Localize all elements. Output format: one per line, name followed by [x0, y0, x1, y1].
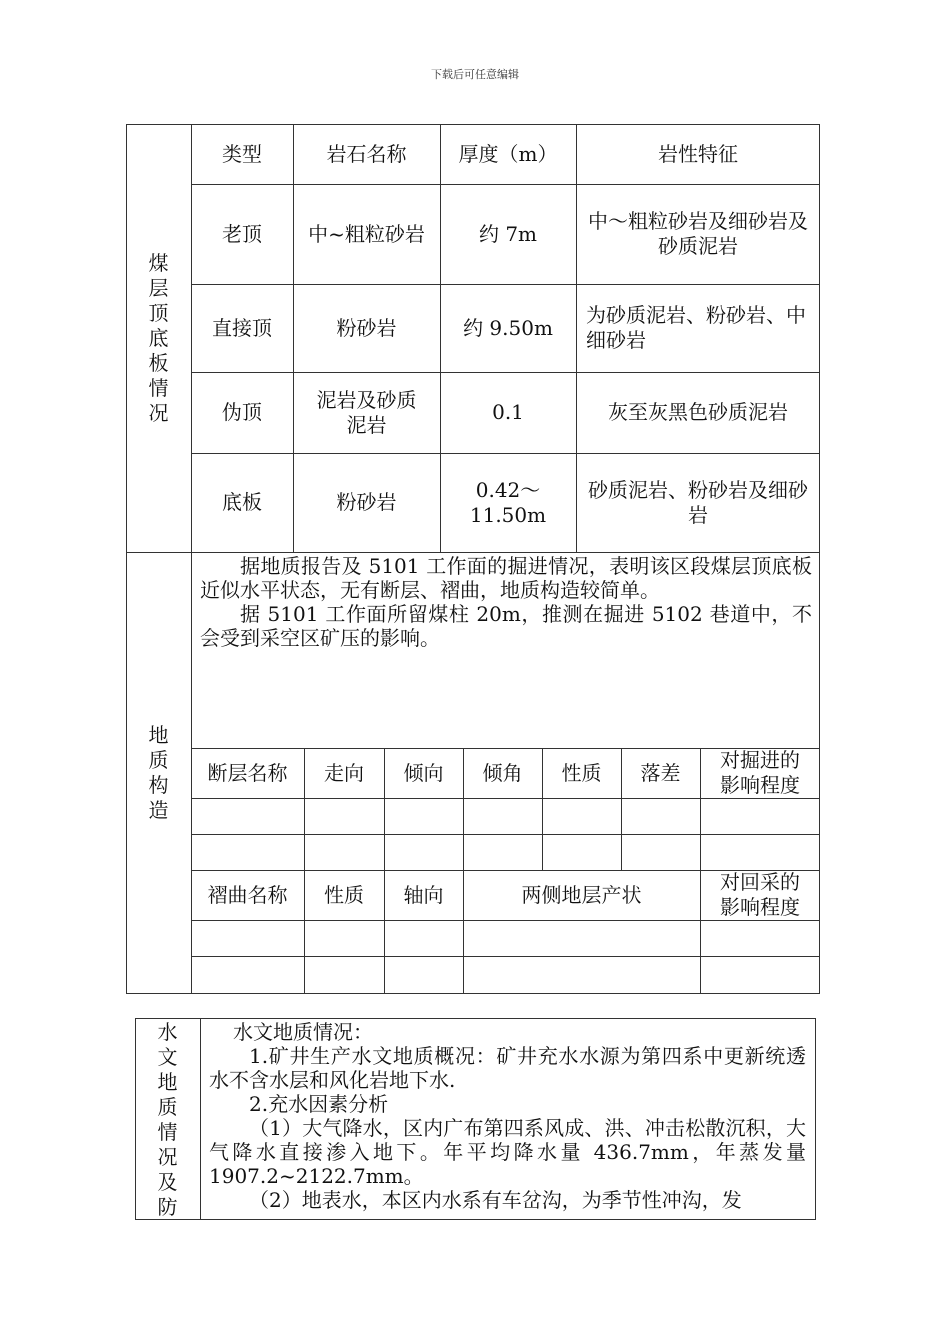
fault-header-strike: 走向 [324, 760, 364, 785]
cell-feature: 灰至灰黑色砂质泥岩 [608, 400, 788, 424]
section-label-geo: 地质构造 [148, 723, 169, 822]
fold-header-impact: 对回采的影响程度 [720, 870, 800, 919]
header-thickness: 厚度（m） [458, 141, 558, 166]
fault-header-dip-direction: 倾向 [403, 760, 444, 785]
cell-rock: 泥岩及砂质泥岩 [316, 387, 417, 437]
fold-header-axis: 轴向 [403, 882, 444, 907]
cell-type: 老顶 [222, 221, 262, 246]
cell-thickness: 0.42～11.50m [469, 477, 547, 527]
header-rock-name: 岩石名称 [326, 141, 407, 166]
cell-type: 直接顶 [212, 315, 272, 340]
cell-type: 底板 [222, 490, 262, 514]
header-type: 类型 [222, 141, 262, 166]
cell-thickness: 约 7m [478, 221, 538, 246]
fold-header-name: 褶曲名称 [207, 882, 288, 907]
cell-type: 伪顶 [222, 400, 262, 424]
cell-feature: 砂质泥岩、粉砂岩及细砂岩 [588, 477, 808, 527]
fault-header-nature: 性质 [561, 760, 602, 785]
water-title: 水文地质情况： [233, 1020, 373, 1044]
cell-rock: 粉砂岩 [336, 490, 397, 514]
water-paragraph: （2）地表水，本区内水系有车岔沟，为季节性冲沟，发 [249, 1188, 742, 1212]
fold-header-nature: 性质 [324, 882, 364, 907]
fault-header-throw: 落差 [640, 760, 681, 785]
download-note: 下载后可任意编辑 [431, 68, 519, 81]
cell-feature: 为砂质泥岩、粉砂岩、中细砂岩 [586, 303, 806, 352]
cell-thickness: 约 9.50m [463, 315, 553, 340]
geo-description [200, 554, 812, 650]
cell-thickness: 0.1 [492, 400, 524, 424]
water-paragraph: 1.矿井生产水文地质概况：矿井充水水源为第四系中更新统透水不含水层和风化岩地下水. [209, 1044, 806, 1092]
cell-rock: 中~粗粒砂岩 [308, 221, 425, 246]
water-paragraph: 2.充水因素分析 [249, 1092, 389, 1116]
section-label-water: 水文地质情况及防 [157, 1020, 178, 1219]
section-label-roof: 煤层顶底板情况 [148, 250, 169, 425]
cell-feature: 中～粗粒砂岩及细砂岩及砂质泥岩 [588, 209, 808, 258]
fault-header-name: 断层名称 [207, 760, 288, 785]
geo-paragraph: 据地质报告及 5101 工作面的掘进情况，表明该区段煤层顶底板近似水平状态，无有断层、褶曲，地质构造较简单。 [200, 554, 812, 602]
fault-header-dip-angle: 倾角 [482, 760, 523, 785]
fold-header-attitude: 两侧地层产状 [521, 882, 642, 907]
cell-rock: 粉砂岩 [336, 315, 397, 340]
geo-paragraph: 据 5101 工作面所留煤柱 20m，推测在掘进 5102 巷道中，不会受到采空区矿压的影响。 [200, 602, 812, 650]
water-description [209, 1020, 806, 1212]
fault-header-impact: 对掘进的影响程度 [720, 748, 800, 797]
header-features: 岩性特征 [658, 141, 738, 166]
water-paragraph: （1）大气降水，区内广布第四系风成、洪、冲击松散沉积，大气降水直接渗入地下。年平均降水量 436.7mm，年蒸发量 1907.2~2122.7mm。 [209, 1116, 806, 1188]
